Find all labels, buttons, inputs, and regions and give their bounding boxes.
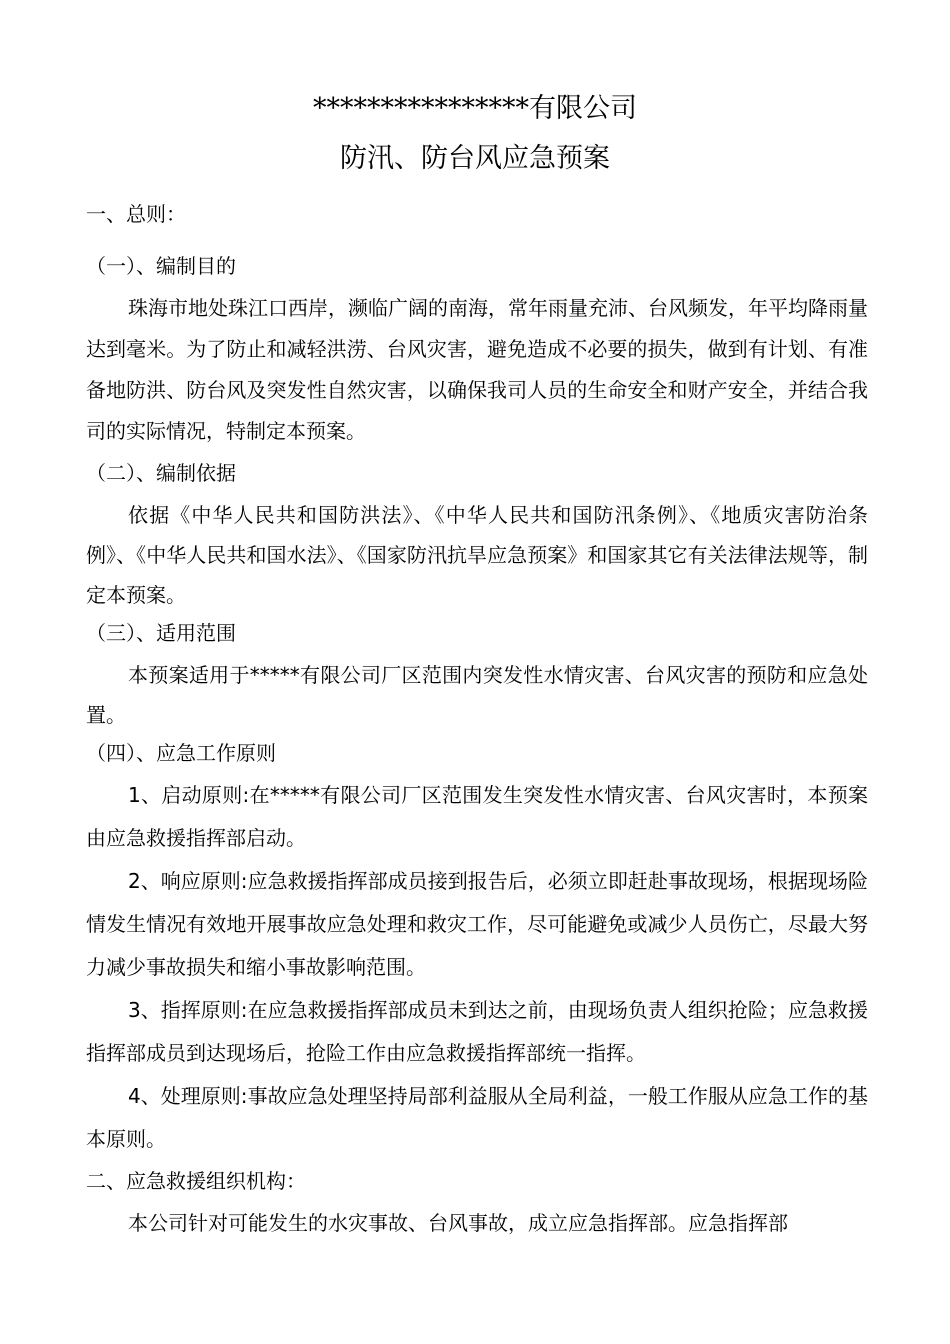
scope-heading: （三）、适用范围 bbox=[86, 621, 236, 645]
section-organization-heading: 二、应急救援组织机构： bbox=[86, 1169, 306, 1193]
purpose-paragraph: 珠海市地处珠江口西岸，濒临广阔的南海，常年雨量充沛、台风频发，年平均降雨量达到毫米。为了防止和减轻洪涝、台风灾害，避免造成不必要的损失，做到有计划、有准备地防洪、防台风及突发性自然灾害，以确保我司人员的生命安全和财产安全，并结合我司的实际情况，特制定本预案。 bbox=[86, 296, 868, 443]
scope-paragraph: 本预案适用于*****有限公司厂区范围内突发性水情灾害、台风灾害的预防和应急处置。 bbox=[86, 663, 868, 727]
basis-paragraph: 依据《中华人民共和国防洪法》、《中华人民共和国防汛条例》、《地质灾害防治条例》、《中华人民共和国水法》、《国家防汛抗旱应急预案》和国家其它有关法律法规等，制定本预案。 bbox=[86, 503, 868, 607]
principles-heading: （四）、应急工作原则 bbox=[86, 741, 276, 765]
plan-title: 防汛、防台风应急预案 bbox=[340, 143, 610, 174]
basis-heading: （二）、编制依据 bbox=[86, 461, 236, 485]
organization-paragraph: 本公司针对可能发生的水灾事故、台风事故，成立应急指挥部。应急指挥部 bbox=[128, 1211, 788, 1235]
principle-2-paragraph: 2、响应原则:应急救援指挥部成员接到报告后，必须立即赶赴事故现场，根据现场险情发生情况有效地开展事故应急处理和救灾工作，尽可能避免或减少人员伤亡，尽最大努力减少事故损失和缩小事故影响范围。 bbox=[86, 869, 868, 979]
principle-3-paragraph: 3、指挥原则:在应急救援指挥部成员未到达之前，由现场负责人组织抢险；应急救援指挥部成员到达现场后，抢险工作由应急救援指挥部统一指挥。 bbox=[86, 998, 868, 1065]
company-title: ****************有限公司 bbox=[313, 93, 637, 124]
principle-1-paragraph: 1、启动原则:在*****有限公司厂区范围发生突发性水情灾害、台风灾害时，本预案由应急救援指挥部启动。 bbox=[86, 783, 868, 850]
purpose-heading: （一）、编制目的 bbox=[86, 254, 236, 278]
principle-4-paragraph: 4、处理原则:事故应急处理坚持局部利益服从全局利益，一般工作服从应急工作的基本原则。 bbox=[86, 1084, 868, 1151]
section-general-heading: 一、总则： bbox=[86, 202, 186, 226]
